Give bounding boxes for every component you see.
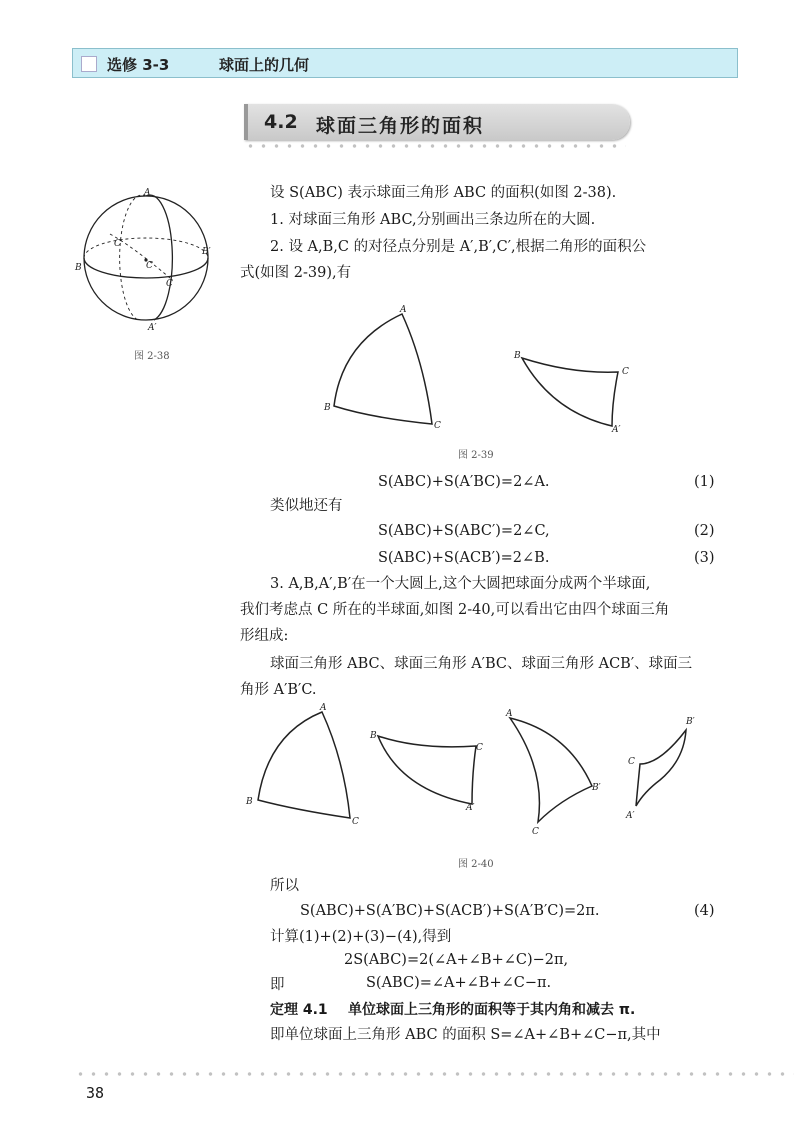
similar-text: 类似地还有	[270, 498, 343, 514]
fig39-label-a: A	[400, 305, 407, 315]
fig40-label-c4: C	[628, 757, 635, 767]
paragraph-3a: 2. 设 A,B,C 的对径点分别是 A′,B′,C′,根据二角形的面积公	[270, 239, 647, 255]
figure-2-38	[74, 186, 224, 336]
fig39-label-a-prime: A′	[612, 425, 621, 435]
fig40-caption: 图 2-40	[458, 859, 494, 870]
fig40-label-c3: C	[532, 827, 539, 837]
fig38-label-b: B	[75, 263, 82, 273]
section-divider	[244, 144, 626, 148]
calc-text: 计算(1)+(2)+(3)−(4),得到	[270, 929, 452, 945]
paragraph-4a: 3. A,B,A′,B′在一个大圆上,这个大圆把球面分成两个半球面,	[270, 576, 651, 592]
paragraph-4c: 形组成:	[240, 628, 289, 644]
fig39-label-c2: C	[622, 367, 629, 377]
section-number: 4.2	[264, 111, 298, 133]
fig38-label-c: C	[166, 279, 173, 289]
equation-4-number: (4)	[694, 903, 715, 919]
fig38-caption: 图 2-38	[134, 351, 170, 362]
equation-1: S(ABC)+S(A′BC)=2∠A.	[378, 474, 550, 490]
paragraph-5a: 球面三角形 ABC、球面三角形 A′BC、球面三角形 ACB′、球面三	[270, 656, 693, 672]
page-number: 38	[86, 1084, 105, 1102]
equation-2-number: (2)	[694, 523, 715, 539]
chapter-header	[72, 48, 738, 78]
fig39-label-c: C	[434, 421, 441, 431]
theorem-text: 单位球面上三角形的面积等于其内角和减去 π.	[348, 1002, 636, 1018]
header-square-icon	[81, 56, 97, 72]
paragraph-1: 设 S(ABC) 表示球面三角形 ABC 的面积(如图 2-38).	[270, 185, 617, 201]
equation-3: S(ABC)+S(ACB′)=2∠B.	[378, 550, 550, 566]
fig40-label-a2: A	[506, 709, 513, 719]
equation-5: 2S(ABC)=2(∠A+∠B+∠C)−2π,	[344, 952, 569, 968]
fig40-label-a-prime: A′	[466, 803, 475, 813]
equation-3-number: (3)	[694, 550, 715, 566]
fig40-label-b: B	[246, 797, 253, 807]
so-text: 所以	[270, 878, 299, 894]
fig38-label-a-prime: A′	[148, 323, 157, 333]
fig40-label-a: A	[320, 703, 327, 713]
ie-text: 即	[270, 977, 285, 993]
paragraph-4b: 我们考虑点 C 所在的半球面,如图 2-40,可以看出它由四个球面三角	[240, 602, 670, 618]
fig38-label-c-center: C	[146, 261, 153, 271]
equation-6: S(ABC)=∠A+∠B+∠C−π.	[366, 975, 552, 991]
fig38-label-a: A	[144, 188, 151, 198]
theorem-label: 定理 4.1	[270, 1002, 328, 1018]
figure-2-40	[240, 700, 710, 842]
fig40-label-a-prime2: A′	[626, 811, 635, 821]
last-line: 即单位球面上三角形 ABC 的面积 S=∠A+∠B+∠C−π,其中	[270, 1027, 661, 1043]
figure-2-39	[322, 302, 652, 442]
header-section: 选修 3-3	[107, 56, 170, 74]
fig39-label-b2: B	[514, 351, 521, 361]
section-title-box	[244, 104, 630, 140]
fig39-label-b: B	[324, 403, 331, 413]
paragraph-3b: 式(如图 2-39),有	[240, 265, 352, 281]
header-title: 球面上的几何	[219, 56, 310, 74]
equation-4: S(ABC)+S(A′BC)+S(ACB′)+S(A′B′C)=2π.	[300, 903, 600, 919]
equation-1-number: (1)	[694, 474, 715, 490]
fig40-label-b-prime: B′	[592, 783, 601, 793]
paragraph-5b: 角形 A′B′C.	[240, 682, 317, 698]
paragraph-2: 1. 对球面三角形 ABC,分别画出三条边所在的大圆.	[270, 212, 596, 228]
fig38-label-b-prime: B′	[202, 247, 211, 257]
fig40-label-c: C	[352, 817, 359, 827]
equation-2: S(ABC)+S(ABC′)=2∠C,	[378, 523, 550, 539]
section-title: 球面三角形的面积	[316, 115, 485, 137]
fig40-label-c2: C	[476, 743, 483, 753]
fig40-label-b2: B	[370, 731, 377, 741]
footer-divider	[74, 1072, 794, 1076]
fig40-label-b-prime2: B′	[686, 717, 695, 727]
fig39-caption: 图 2-39	[458, 450, 494, 461]
fig38-label-c-prime: C′	[114, 239, 123, 249]
